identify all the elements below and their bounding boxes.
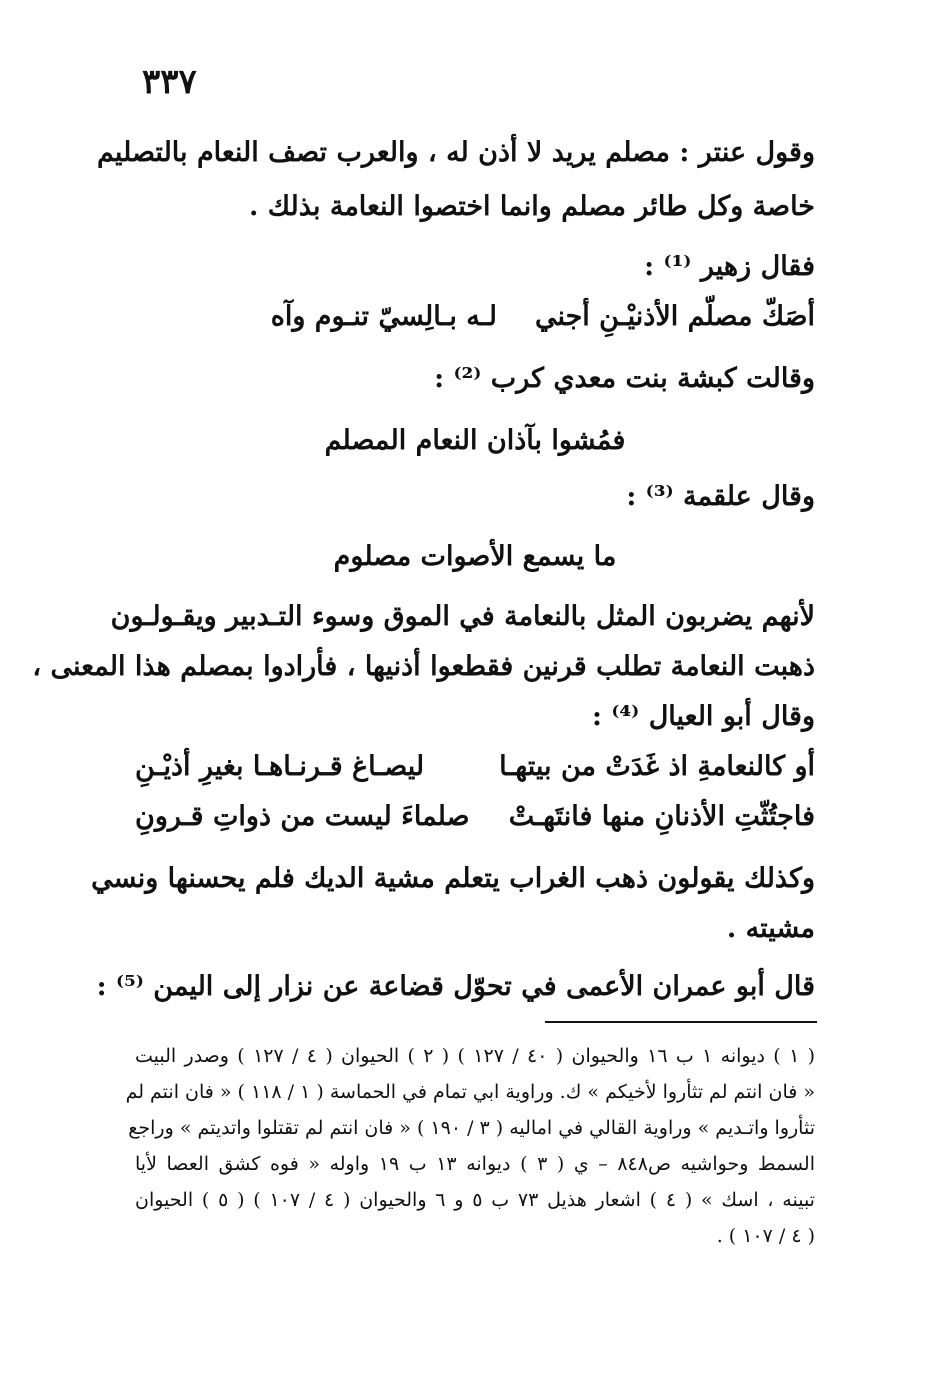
footnote-divider xyxy=(545,1021,817,1023)
paragraph-line: مشيته . xyxy=(726,913,815,944)
verse-line xyxy=(135,740,815,794)
verse-hemistich-second: لـه بـالِسيّ تنـوم وآه xyxy=(270,301,497,332)
poet-intro: وقالت كبشة بنت معدي كرب ⁽²⁾ : xyxy=(434,363,815,394)
footnote-line: تبينه ، اسك » ( ٤ ) اشعار هذيل ٧٣ ب ٥ و ٦ والحيوان ( ٤ / ١٠٧ ) ( ٥ ) الحيوان xyxy=(135,1189,815,1211)
footnote-line: ( ١ ) ديوانه ١ ب ١٦ والحيوان ( ٤٠ / ١٢٧ ) ( ٢ ) الحيوان ( ٤ / ١٢٧ ) وصدر البيت xyxy=(135,1045,816,1067)
page-number: ٣٣٧ xyxy=(142,62,197,102)
paragraph-line: خاصة وكل طائر مصلم وانما اختصوا النعامة بذلك . xyxy=(249,191,815,222)
verse-line: فمُشوا بآذان النعام المصلم xyxy=(324,425,626,456)
paragraph-line: وكذلك يقولون ذهب الغراب يتعلم مشية الديك فلم يحسنها ونسي xyxy=(91,863,815,894)
verse-line xyxy=(135,790,815,844)
verse-hemistich-second: صلماءَ ليست من ذواتِ قـرونِ xyxy=(135,801,470,832)
poet-intro: فقال زهير ⁽¹⁾ : xyxy=(644,251,815,282)
footnote-line: « فان انتم لم تثأروا لأخيكم » ك. وراوية ابي تمام في الحماسة ( ١ / ١١٨ ) « فان انتم لم xyxy=(125,1081,815,1103)
verse-hemistich-first: أصَكّ مصلّم الأذنيْـنِ أجني xyxy=(534,301,815,332)
paragraph-line: لأنهم يضربون المثل بالنعامة في الموق وسوء التـدبير ويقـولـون xyxy=(110,601,815,632)
footnote-line: تثأروا واتـديم » وراوية القالي في اماليه ( ٣ / ١٩٠ ) « فان انتم لم تقتلوا واتديتم » وراجع xyxy=(128,1117,815,1139)
verse-line: ما يسمع الأصوات مصلوم xyxy=(333,541,617,572)
poet-intro: وقال أبو العيال ⁽⁴⁾ : xyxy=(592,701,815,732)
verse-hemistich-first: أو كالنعامةِ اذ غَدَتْ من بيتهـا xyxy=(499,751,815,782)
footnote-line: ( ٤ / ١٠٧ ) . xyxy=(716,1225,815,1247)
paragraph-line: ذهبت النعامة تطلب قرنين فقطعوا أذنيها ، فأرادوا بمصلم هذا المعنى ، xyxy=(32,651,815,682)
poet-intro: وقال علقمة ⁽³⁾ : xyxy=(626,481,815,512)
verse-hemistich-first: فاجتُثّتِ الأذنانِ منها فانتَهـتْ xyxy=(508,801,815,832)
paragraph-line: قال أبو عمران الأعمى في تحوّل قضاعة عن نزار إلى اليمن ⁽⁵⁾ : xyxy=(96,971,815,1002)
paragraph-line: وقول عنتر : مصلم يريد لا أذن له ، والعرب تصف النعام بالتصليم xyxy=(96,137,815,168)
verse-hemistich-second: ليصـاغ قـرنـاهـا بغيرِ أذيْـنِ xyxy=(135,751,425,782)
verse-line xyxy=(135,290,815,344)
footnote-line: السمط وحواشيه ص٨٤٨ – ي ( ٣ ) ديوانه ١٣ ب ١٩ واوله « فوه كشق العصا لأيا xyxy=(135,1153,815,1175)
